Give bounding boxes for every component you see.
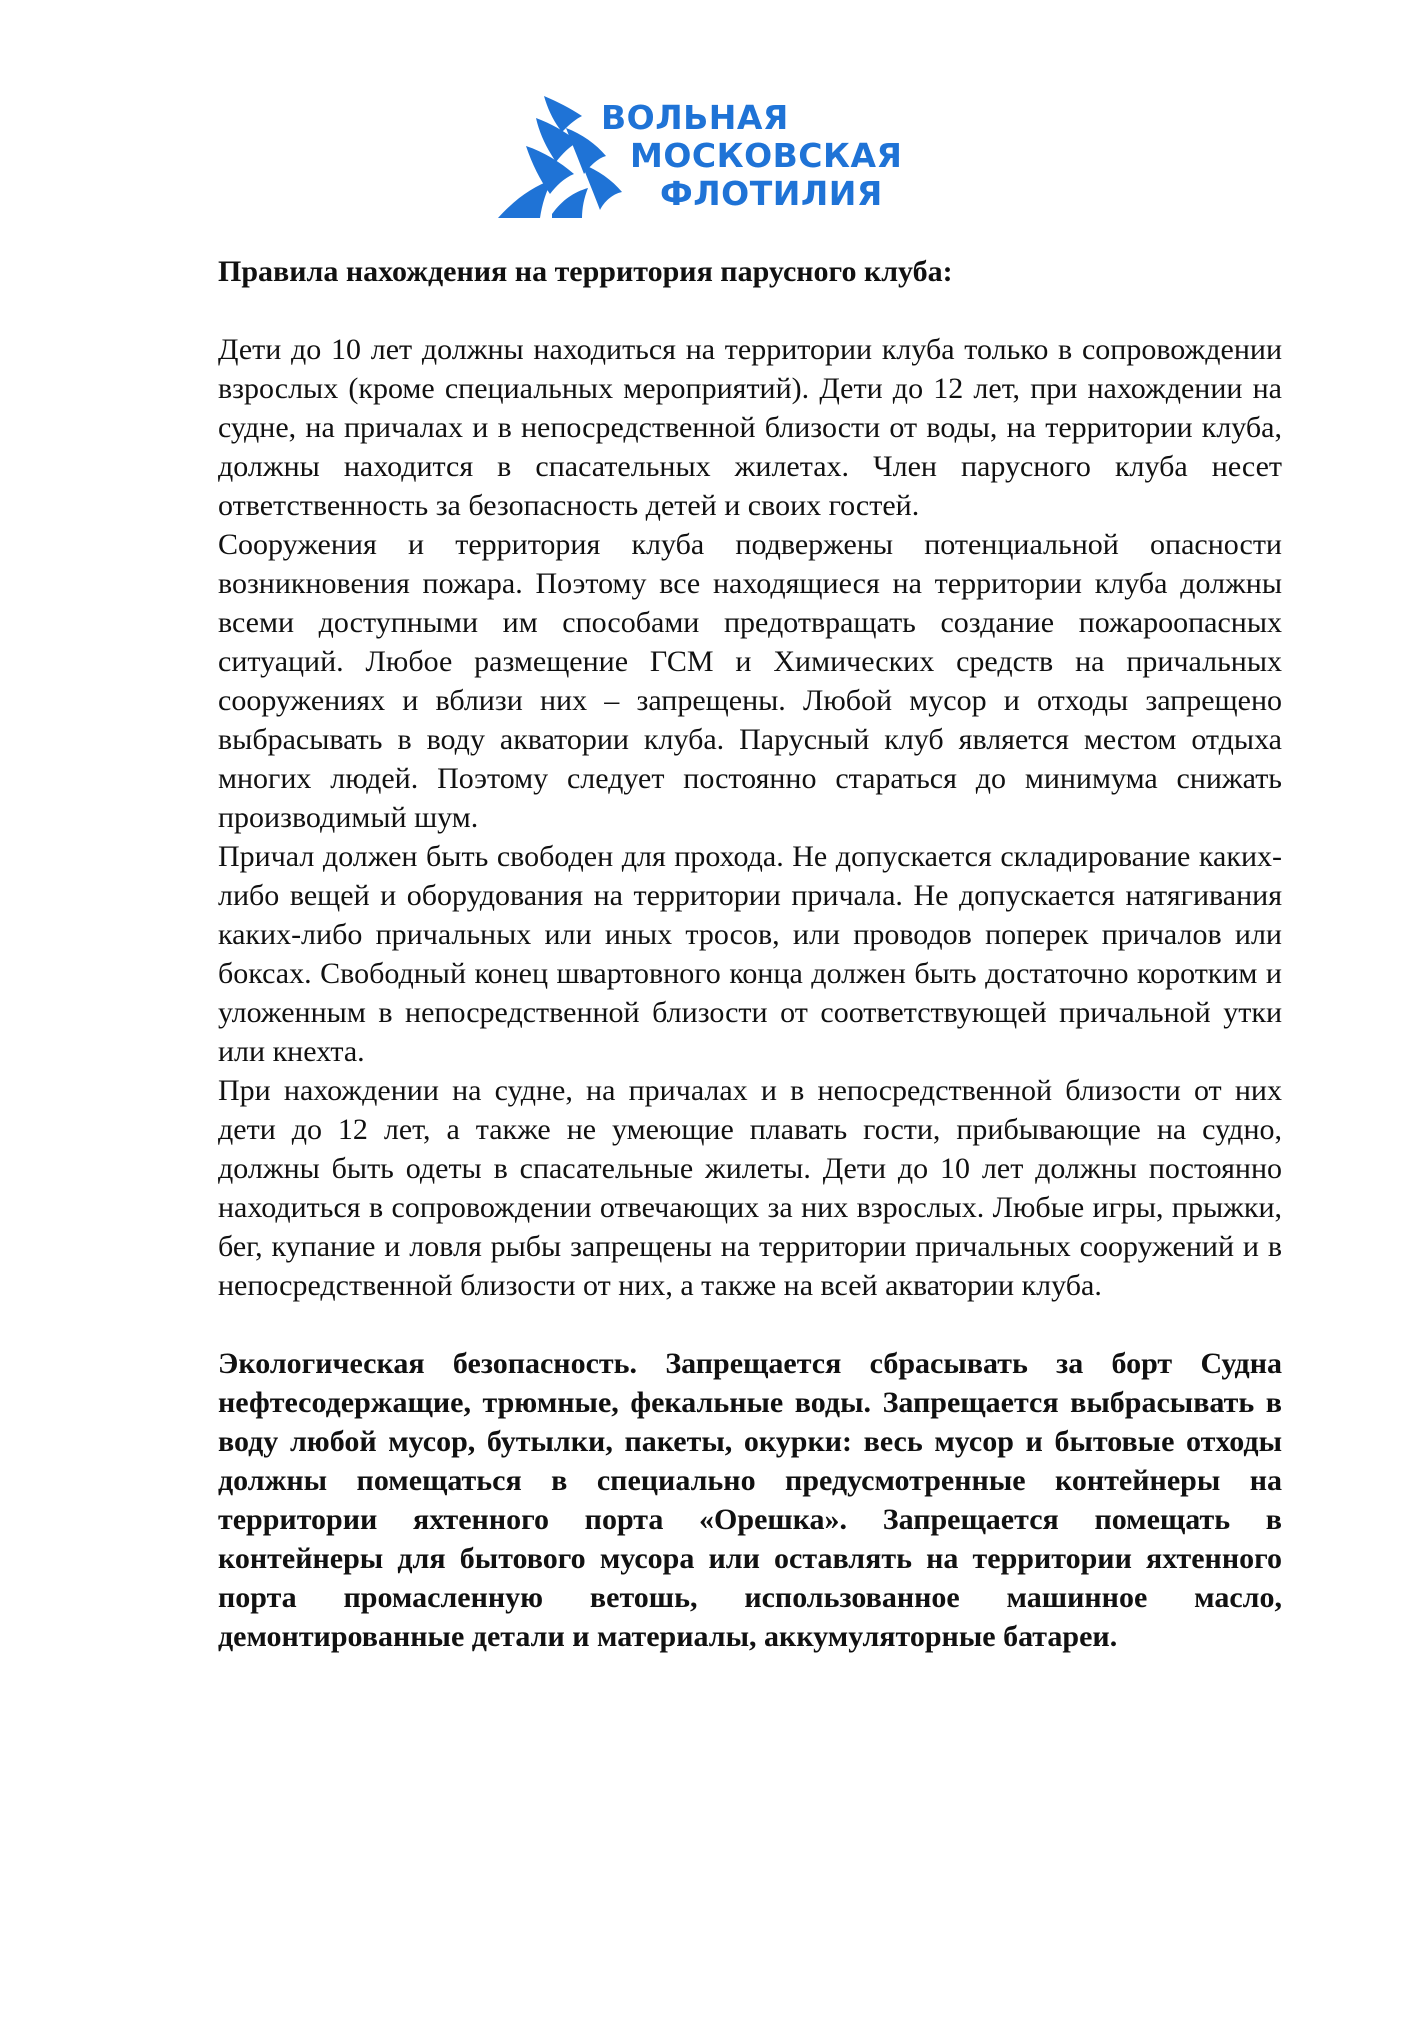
logo-line-3: ФЛОТИЛИЯ (660, 174, 883, 213)
paragraph-children-safety: Дети до 10 лет должны находиться на территории клуба только в сопровождении взрослых (кроме специальных мероприятий). Дети до 12 лет, при нахождении на судне, на причалах и в непосредственной близости от воды, на территории клуба, должны находится в спасательных жилетах. Член парусного клуба несет ответственность за безопасность детей и своих гостей. (218, 333, 1282, 522)
spacer (218, 291, 1282, 330)
paragraph-fire-safety: Сооружения и территория клуба подвержены потенциальной опасности возникновения пожара. Поэтому все находящиеся на территории клуба должны всеми доступными им способами предотвращать создание пожароопасных ситуаций. Любое размещение ГСМ и Химических средств на причальных сооружениях и вблизи них – запрещены. Любой мусор и отходы запрещено выбрасывать в воду акватории клуба. Парусный клуб является местом отдыха многих людей. Поэтому следует постоянно стараться до минимума снижать производимый шум. (218, 528, 1282, 834)
paragraph-vessel-safety: При нахождении на судне, на причалах и в непосредственной близости от них дети до 12 лет, а также не умеющие плавать гости, прибывающие на судно, должны быть одеты в спасательные жилеты. Дети до 10 лет должны постоянно находиться в сопровождении отвечающих за них взрослых. Любые игры, прыжки, бег, купание и ловля рыбы запрещены на территории причальных сооружений и в непосредственной близости от них, а также на всей акватории клуба. (218, 1074, 1282, 1302)
paragraph-ecological-safety: Экологическая безопасность. Запрещается сбрасывать за борт Судна нефтесодержащие, трюмные, фекальные воды. Запрещается выбрасывать в воду любой мусор, бутылки, пакеты, окурки: весь мусор и бытовые отходы должны помещаться в специально предусмотренные контейнеры на территории яхтенного порта «Орешка». Запрещается помещать в контейнеры для бытового мусора или оставлять на территории яхтенного порта промасленную ветошь, использованное машинное масло, демонтированные детали и материалы, аккумуляторные батареи. (218, 1347, 1282, 1653)
document-heading: Правила нахождения на территория парусного клуба: (218, 255, 953, 288)
paragraph-pier-rules: Причал должен быть свободен для прохода. Не допускается складирование каких-либо вещей и оборудования на территории причала. Не допускается натягивания каких-либо причальных или иных тросов, или проводов поперек причалов или боксах. Свободный конец швартовного конца должен быть достаточно коротким и уложенным в непосредственной близости от соответствующей причальной утки или кнехта. (218, 840, 1282, 1068)
document-body (218, 252, 1282, 1656)
logo-line-2: МОСКОВСКАЯ (630, 136, 903, 175)
flotilla-logo (496, 94, 903, 224)
logo-line-1: ВОЛЬНАЯ (601, 98, 789, 137)
spacer (218, 1305, 1282, 1344)
